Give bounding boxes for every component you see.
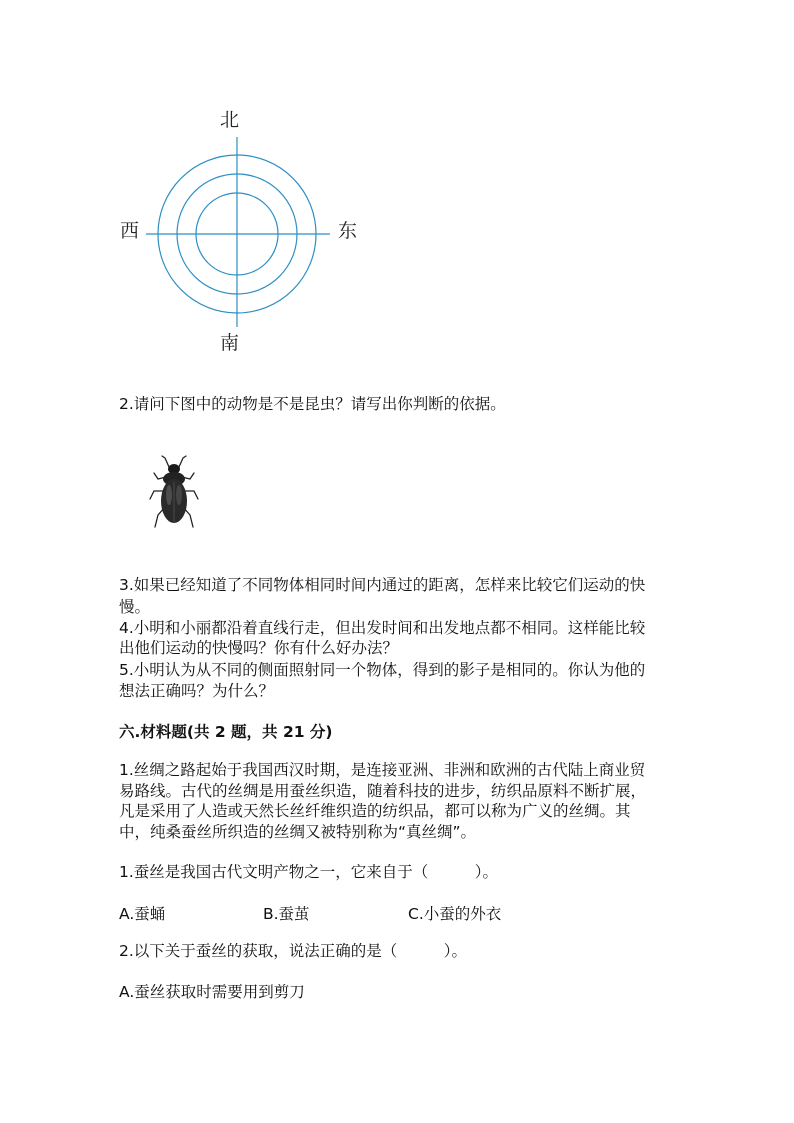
compass-north-label: 北 [220,109,240,131]
question-5-line-1: 5.小明认为从不同的侧面照射同一个物体，得到的影子是相同的。你认为他的 [119,661,646,679]
sub-question-1: 1.蚕丝是我国古代文明产物之一，它来自于（ ）。 [119,863,499,881]
option-b: B.蚕茧 [263,905,310,923]
option-a: A.蚕蛹 [119,905,166,923]
compass-east-label: 东 [338,220,358,242]
material-line-3: 凡是采用了人造或天然长丝纤维织造的纺织品，都可以称为广义的丝绸。其 [119,802,631,820]
material-line-4: 中，纯桑蚕丝所织造的丝绸又被特别称为“真丝绸”。 [119,823,477,841]
sub-question-2: 2.以下关于蚕丝的获取，说法正确的是（ ）。 [119,942,468,960]
question-2: 2.请问下图中的动物是不是昆虫？请写出你判断的依据。 [119,395,506,413]
question-3-line-2: 慢。 [119,598,151,616]
material-line-1: 1.丝绸之路起始于我国西汉时期，是连接亚洲、非洲和欧洲的古代陆上商业贸 [119,761,646,779]
option-a: A.蚕丝获取时需要用到剪刀 [119,983,305,1001]
compass-south-label: 南 [220,332,240,354]
material-line-2: 易路线。古代的丝绸是用蚕丝织造，随着科技的进步，纺织品原料不断扩展， [119,782,647,800]
question-4-line-2: 出他们运动的快慢吗？你有什么好办法？ [119,639,399,657]
question-3-line-1: 3.如果已经知道了不同物体相同时间内通过的距离，怎样来比较它们运动的快 [119,576,646,594]
question-5-line-2: 想法正确吗？为什么？ [119,682,275,700]
compass-diagram [140,135,340,330]
section-6-heading: 六.材料题(共 2 题，共 21 分) [119,723,333,741]
compass-west-label: 西 [120,220,140,242]
option-c: C.小蚕的外衣 [408,905,502,923]
beetle-illustration [144,455,204,530]
question-4-line-1: 4.小明和小丽都沿着直线行走，但出发时间和出发地点都不相同。这样能比较 [119,619,646,637]
